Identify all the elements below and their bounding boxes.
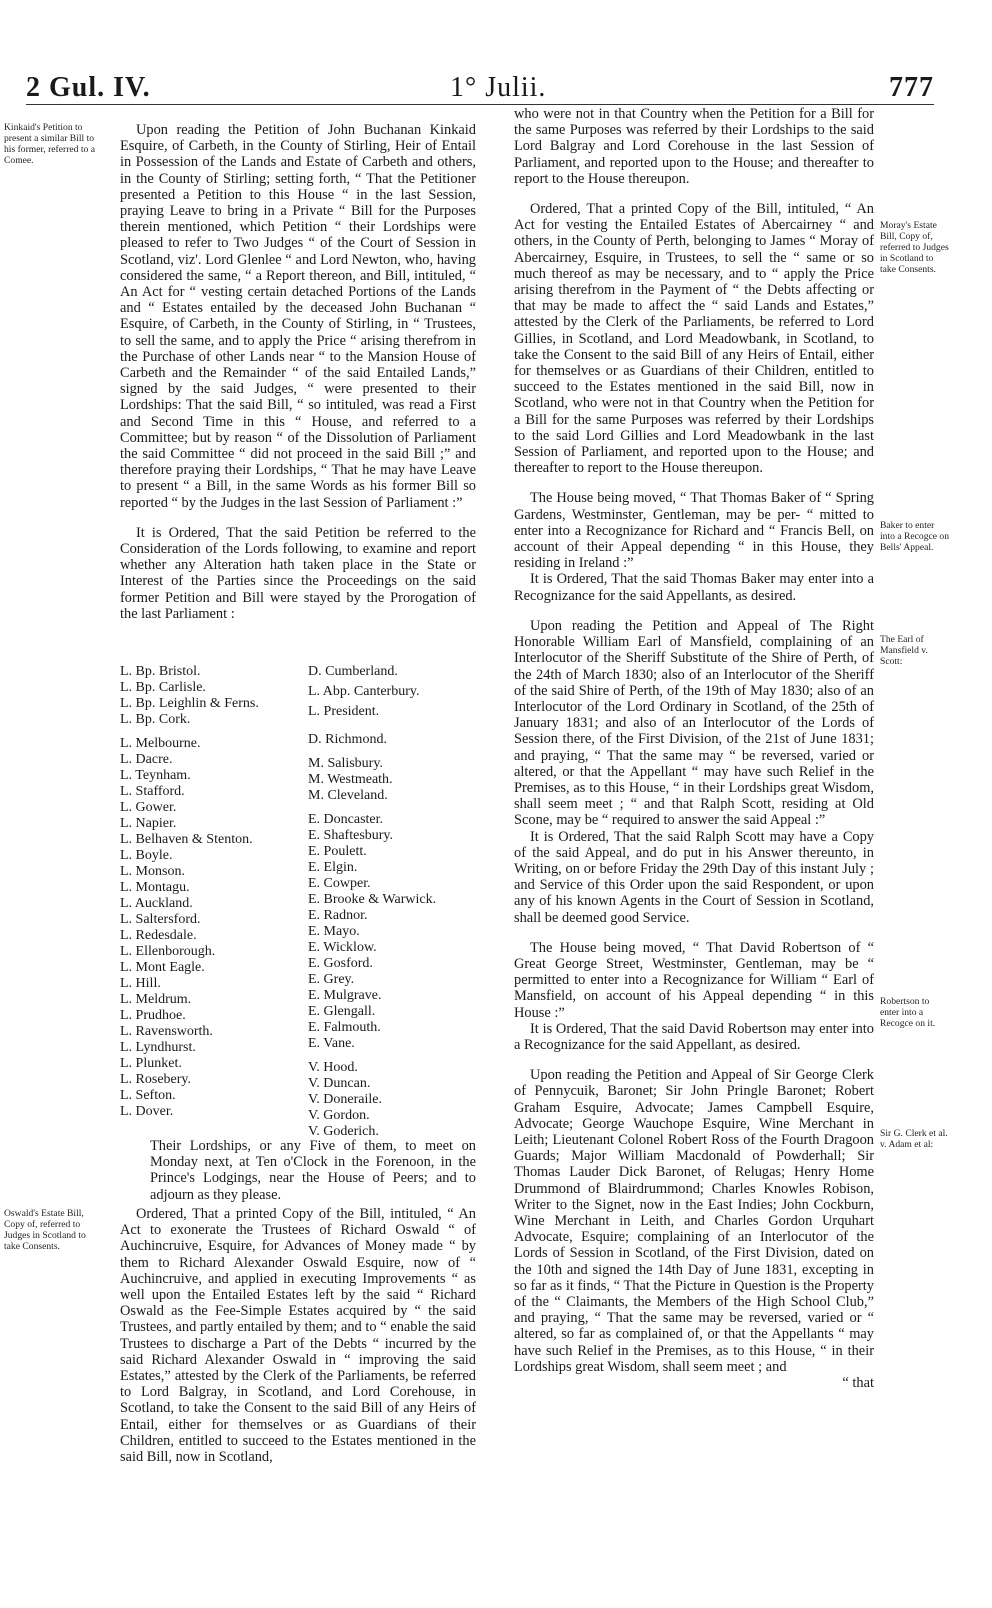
list-item: L. Montagu. [120, 880, 190, 895]
header-rule [26, 104, 934, 105]
baker-order: It is Ordered, That the said Thomas Baker may enter into a Recognizance for the said Appellants, as desired. [514, 571, 874, 604]
list-item: E. Wicklow. [308, 940, 377, 955]
lords-column-1 [120, 664, 259, 1120]
header-date: 1° Julii. [450, 72, 547, 103]
barons-list [120, 736, 259, 1120]
list-item: V. Duncan. [308, 1076, 371, 1091]
list-item: V. Gordon. [308, 1108, 370, 1123]
list-item: L. Mont Eagle. [120, 960, 205, 975]
oswald-order-block [120, 1206, 476, 1465]
mansfield-petition: Upon reading the Petition and Appeal of The Right Honorable William Earl of Mansfield, complaining of an Interlocutor of the Sheriff Substitute of the Shire of Perth, of the 24th of March 1830; also of an Interlocutor of the Sheriff of the said Shire of Perth, of the 19th of May 1830; also of an Interlocutor of the Lord Ordinary in Scotland, of the 25th of January 1831; and also of an Interlocutor of the Lords of Session there, of the First Division, of the 21st of June 1831; and praying, “ That the same may “ be reversed, varied or altered, or that the Appellant “ may have such Relief in the Premises, as to this House, “ in their Lordships great Wisdom, shall seem meet ; “ and that Ralph Scott, residing at Old Scone, may be “ required to answer the said Appeal :” [514, 617, 874, 829]
margin-note-clerk: Sir G. Clerk et al. v. Adam et al: [880, 1128, 948, 1150]
list-item: L. Monson. [120, 864, 185, 879]
list-item: E. Glengall. [308, 1004, 376, 1019]
list-item: L. Meldrum. [120, 992, 192, 1007]
margin-note-oswald: Oswald's Estate Bill, Copy of, referred to Judges in Scotland to take Consents. [4, 1208, 86, 1252]
catchword: “ that [842, 1375, 874, 1392]
list-item: L. Teynham. [120, 768, 191, 783]
list-item: L. Bp. Cork. [120, 712, 191, 727]
list-item: V. Doneraile. [308, 1092, 382, 1107]
list-item: L. Belhaven & Stenton. [120, 832, 253, 847]
page-number: 777 [889, 72, 934, 103]
list-item: L. Stafford. [120, 784, 185, 799]
kinkaid-petition: Upon reading the Petition of John Buchanan Kinkaid Esquire, of Carbeth, in the County of Stirling, Heir of Entail in Possession of the Lands and Estate of Carbeth and others, in the County of Stirling; setting forth, “ That the Petitioner presented a Petition to this House “ in the last Session, praying Leave to bring in a Private “ Bill for the Purposes therein mentioned, which Petition “ their Lordships were pleased to refer to Two Judges “ of the Court of Session in Scotland, viz'. Lord Glenlee “ and Lord Newton, who, having considered the same, “ a Report thereon, and Bill, intituled, “ An Act for “ vesting certain detached Portions of the Lands and “ Estates entailed by the deceased John Buchanan “ Esquire, of Carbeth, in the County of Stirling, in “ Trustees, to sell the same, and to apply the Price “ arising therefrom in the Purchase of other Lands near “ to the Mansion House of Carbeth and the Remainder “ of the said Entailed Lands,” signed by the said Judges, “ were presented to their Lordships: That the said Bill, “ so intituled, was read a First and Second Time in this “ House, and referred to a Committee; but by reason “ of the Dissolution of Parliament the said Committee “ did not proceed in the said Bill ;” and therefore praying their Lordships, “ That he may have Leave to present “ a Bill, in the same Words as his former Bill so reported “ by the Judges in the last Session of Parliament :” [120, 122, 476, 511]
list-item: L. Dover. [120, 1104, 174, 1119]
list-item: L. Ravensworth. [120, 1024, 213, 1039]
list-item: L. Bp. Bristol. [120, 664, 201, 679]
list-item: L. Ellenborough. [120, 944, 216, 959]
oswald-order: Ordered, That a printed Copy of the Bill, intituled, “ An Act to exonerate the Trustees of Richard Oswald “ of Auchincruive, Esquire, for Advances of Money made “ by them to Richard Alexander Oswald Esquire, now of “ Auchincruive, and applied in executing Improvements “ as well upon the Entailed Estates left by the said “ Richard Oswald as the Fee-Simple Estates acquired by “ the said Trustees, and partly entailed by them; and to “ enable the said Trustees to discharge a Part of the Debts “ incurred by the said Richard Alexander Oswald in “ improving the said Estates,” attested by the Clerk of the Parliaments, be referred to Lord Balgray, in Scotland, and Lord Corehouse, in Scotland, to take the Consent to the said Bill of any Heirs of Entail, either for themselves or as Guardians of their Children, entitled to succeed to the Estates mentioned in the said Bill, now in Scotland, [120, 1206, 476, 1466]
list-item: L. Bp. Carlisle. [120, 680, 206, 695]
list-item: L. Hill. [120, 976, 161, 991]
list-item: L. Abp. Canterbury. [308, 684, 420, 699]
list-item: E. Elgin. [308, 860, 358, 875]
list-item: M. Salisbury. [308, 756, 383, 771]
margin-note-kinkaid: Kinkaid's Petition to present a similar Bill to his former, referred to a Comee. [4, 122, 95, 166]
right-column [514, 106, 874, 1391]
list-item: D. Richmond. [308, 732, 387, 747]
list-item: E. Doncaster. [308, 812, 384, 827]
list-item: V. Goderich. [308, 1124, 379, 1139]
meeting-instructions: Their Lordships, or any Five of them, to meet on Monday next, at Ten o'Clock in the Forenoon, in the Prince's Lodgings, near the House of Peers; and to adjourn as they please. [150, 1138, 476, 1203]
list-item: D. Cumberland. [308, 664, 398, 679]
list-item: L. Redesdale. [120, 928, 197, 943]
kinkaid-order: It is Ordered, That the said Petition be referred to the Consideration of the Lords following, to examine and report whether any Alteration hath taken place in the State or Interest of the Parties since the Proceedings on the said former Petition and Bill were stayed by the Prorogation of the last Parliament : [120, 524, 476, 622]
header-session: 2 Gul. IV. [26, 72, 151, 103]
list-item: E. Falmouth. [308, 1020, 381, 1035]
list-item: L. Napier. [120, 816, 177, 831]
baker-motion: The House being moved, “ That Thomas Baker of “ Spring Gardens, Westminster, Gentleman, may be per- “ mitted to enter into a Recognizance for Richard and “ Francis Bell, on account of their Appeal depending “ in this House, they residing in Ireland :” [514, 490, 874, 572]
list-item: E. Mayo. [308, 924, 360, 939]
left-column [120, 122, 476, 622]
margin-note-mansfield: The Earl of Mansfield v. Scott: [880, 634, 928, 667]
oswald-order-continued: who were not in that Country when the Petition for a Bill for the same Purposes was referred by their Lordships to the said Lord Balgray and Lord Corehouse in the last Session of Parliament, and reported upon to the House; and thereafter to report to the House thereupon. [514, 106, 874, 187]
list-item: L. Rosebery. [120, 1072, 192, 1087]
list-item: E. Shaftesbury. [308, 828, 394, 843]
list-item: E. Poulett. [308, 844, 367, 859]
mansfield-order: It is Ordered, That the said Ralph Scott may have a Copy of the said Appeal, and do put in his Answer thereunto, in Writing, on or before Friday the 29th Day of this instant July ; and Service of this Order upon the said Respondent, or upon any of his known Agents in the Court of Session in Scotland, shall be deemed good Service. [514, 828, 874, 926]
list-item: L. Bp. Leighlin & Ferns. [120, 696, 259, 711]
list-item: E. Radnor. [308, 908, 368, 923]
list-item: L. Auckland. [120, 896, 193, 911]
list-item: L. Gower. [120, 800, 177, 815]
list-item: M. Westmeath. [308, 772, 393, 787]
list-item: L. Plunket. [120, 1056, 182, 1071]
robertson-motion: The House being moved, “ That David Robertson of “ Great George Street, Westminster, Gentleman, may be “ permitted to enter into a Recognizance for William “ Earl of Mansfield, on account of his Appeal depending “ in this House :” [514, 939, 874, 1021]
list-item: L. Saltersford. [120, 912, 201, 927]
list-item: E. Vane. [308, 1036, 355, 1051]
lords-column-2 [308, 664, 436, 1140]
list-item: E. Gosford. [308, 956, 373, 971]
margin-note-baker: Baker to enter into a Recogce on Bells' Appeal. [880, 520, 949, 553]
margin-note-robertson: Robertson to enter into a Recogce on it. [880, 996, 936, 1029]
list-item: L. Melbourne. [120, 736, 201, 751]
list-item: L. Dacre. [120, 752, 173, 767]
list-item: E. Cowper. [308, 876, 371, 891]
list-item: M. Cleveland. [308, 788, 388, 803]
list-item: E. Mulgrave. [308, 988, 382, 1003]
list-item: E. Brooke & Warwick. [308, 892, 437, 907]
list-item: L. Sefton. [120, 1088, 176, 1103]
list-item: L. Boyle. [120, 848, 173, 863]
list-item: V. Hood. [308, 1060, 358, 1075]
moray-order: Ordered, That a printed Copy of the Bill, intituled, “ An Act for vesting the Entailed Estates of Abercairney “ and others, in the County of Perth, belonging to James “ Moray of Abercairney, Esquire, in Trustees, to sell the “ same or so much thereof as may be necessary, and to “ apply the Price arising therefrom in the Payment of “ the Debts affecting or that may be made to affect the “ said Lands and Estates,” attested by the Clerk of the Parliaments, be referred to Lord Gillies, in Scotland, and Lord Meadowbank, in Scotland, to take the Consent to the said Bill of any Heirs of Entail, either for themselves or as Guardians of their Children, entitled to succeed to the Estates mentioned in the said Bill, now in Scotland, who were not in that Country when the Petition for a Bill for the same Purposes was referred by their Lordships to the said Lord Gillies and Lord Meadowbank in the last Session of Parliament, and reported upon to the House; and thereafter to report to the House thereupon. [514, 201, 874, 477]
list-item: L. Lyndhurst. [120, 1040, 196, 1055]
list-item: L. President. [308, 704, 380, 719]
clerk-petition: Upon reading the Petition and Appeal of Sir George Clerk of Pennycuik, Baronet; Sir John Pringle Baronet; Robert Graham Esquire, Advocate; James Campbell Esquire, Advocate; George Wauchope Esquire, Wine Merchant in Leith; Lieutenant Colonel Robert Ross of the Fourth Dragoon Guards; Major William Macdonald of Powderhall; Sir Thomas Lauder Dick Baronet, of Relugas; Henry Home Drummond of Blairdrummond; Charles Knowles Robison, Writer to the Signet, now in the East Indies; John Cockburn, Wine Merchant in Leith, and Charles Gordon Urquhart Advocate, Esquire; complaining of an Interlocutor of the Lords of Session in Scotland, of the First Division, dated on the 10th and signed the 14th Day of June 1831, excepting in so far as it finds, “ That the Picture in Question is the Property of the “ Claimants, the Members of the High School Club,” and praying, “ That the same may be reversed, varied or “ altered, so far as complained of, or that the Appellants “ may have such Relief in the Premises, as to this House, “ in their Lordships great Wisdom, shall seem meet ; and [514, 1067, 874, 1375]
margin-note-moray: Moray's Estate Bill, Copy of, referred to Judges in Scotland to take Consents. [880, 220, 949, 275]
list-item: E. Grey. [308, 972, 355, 987]
robertson-order: It is Ordered, That the said David Robertson may enter into a Recognizance for the said Appellant, as desired. [514, 1020, 874, 1053]
bishops-list [120, 664, 259, 728]
list-item: L. Prudhoe. [120, 1008, 186, 1023]
